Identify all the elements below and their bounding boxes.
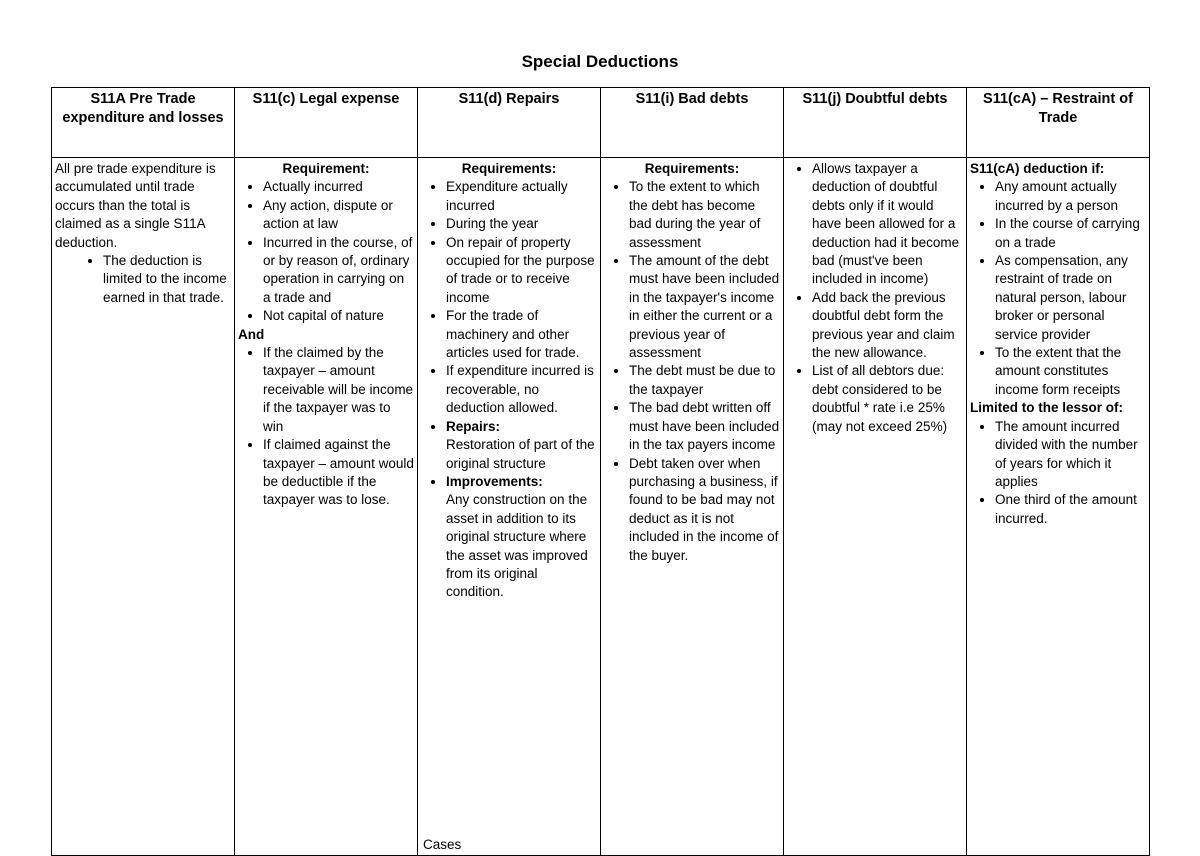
list-item: • The deduction is limited to the income earned in that trade. xyxy=(103,252,231,307)
header-s11j: S11(j) Doubtful debts xyxy=(784,88,967,158)
list-item-improvements xyxy=(446,473,597,602)
header-row xyxy=(52,88,1150,158)
list-item: • On repair of property occupied for the purpose of trade or to receive income xyxy=(446,234,597,308)
list-item: • For the trade of machinery and other articles used for trade. xyxy=(446,307,597,362)
list-item: • If the claimed by the taxpayer – amount receivable will be income if the taxpayer was to win xyxy=(263,344,414,436)
s11d-heading: Requirements: xyxy=(461,161,557,176)
list-item: • One third of the amount incurred. xyxy=(995,491,1146,528)
cell-s11ca xyxy=(967,158,1150,856)
s11a-text: All pre trade expenditure is accumulated until trade occurs than the total is claimed as a single S11A deduction. xyxy=(55,161,216,250)
cell-s11d xyxy=(418,158,601,856)
list-item: • The amount of the debt must have been included in the taxpayer's income in either the current or a previous year of assessment xyxy=(629,252,780,362)
header-s11i: S11(i) Bad debts xyxy=(601,88,784,158)
list-item: • Not capital of nature xyxy=(263,307,414,325)
header-s11ca: S11(cA) – Restraint of Trade xyxy=(967,88,1150,158)
list-item: • List of all debtors due: debt considered to be doubtful * rate i.e 25% (may not exceed 25%) xyxy=(812,362,963,436)
list-item: • Debt taken over when purchasing a business, if found to be bad may not deduct as it is not included in the income of the buyer. xyxy=(629,455,780,565)
s11i-list xyxy=(604,178,780,565)
header-s11a: S11A Pre Trade expenditure and losses xyxy=(52,88,235,158)
list-item-repairs xyxy=(446,418,597,473)
list-item: • To the extent that the amount constitutes income form receipts xyxy=(995,344,1146,399)
s11c-list-2 xyxy=(238,344,414,510)
s11j-list xyxy=(787,160,963,436)
content-row xyxy=(52,158,1150,856)
limited-label: Limited to the lessor of: xyxy=(970,400,1124,416)
list-item: • During the year xyxy=(446,215,597,233)
special-deductions-table xyxy=(51,87,1150,856)
s11a-list xyxy=(55,252,231,307)
s11i-heading: Requirements: xyxy=(644,161,740,176)
repairs-label: • Repairs: xyxy=(446,418,501,434)
header-s11c: S11(c) Legal expense xyxy=(235,88,418,158)
list-item: • The amount incurred divided with the number of years for which it applies xyxy=(995,418,1146,492)
improvements-label: • Improvements: xyxy=(446,473,543,489)
cell-s11j xyxy=(784,158,967,856)
repairs-text: Restoration of part of the original structure xyxy=(446,437,595,471)
list-item: • To the extent to which the debt has become bad during the year of assessment xyxy=(629,178,780,252)
improvements-text: Any construction on the asset in addition to its original structure where the asset was improved from its original condition. xyxy=(446,492,588,600)
list-item: • If claimed against the taxpayer – amount would be deductible if the taxpayer was to lose. xyxy=(263,436,414,510)
s11ca-list xyxy=(970,178,1146,399)
header-s11d: S11(d) Repairs xyxy=(418,88,601,158)
list-item: • Actually incurred xyxy=(263,178,414,196)
list-item: • Any action, dispute or action at law xyxy=(263,197,414,234)
cell-s11a xyxy=(52,158,235,856)
s11d-list xyxy=(421,178,597,601)
list-item: • Add back the previous doubtful debt form the previous year and claim the new allowance. xyxy=(812,289,963,363)
list-item: • Allows taxpayer a deduction of doubtful debts only if it would have been allowed for a deduction had it become bad (must've been included in income) xyxy=(812,160,963,289)
s11c-list xyxy=(238,178,414,325)
list-item: • The bad debt written off must have been included in the tax payers income xyxy=(629,399,780,454)
list-item: • As compensation, any restraint of trade on natural person, labour broker or personal service provider xyxy=(995,252,1146,344)
list-item: • Incurred in the course, of or by reason of, ordinary operation in carrying on a trade and xyxy=(263,234,414,308)
and-label: And xyxy=(238,326,265,342)
cell-s11c xyxy=(235,158,418,856)
cases-label: Cases xyxy=(423,836,462,852)
list-item: • The debt must be due to the taxpayer xyxy=(629,362,780,399)
s11ca-list-2 xyxy=(970,418,1146,528)
cell-s11i xyxy=(601,158,784,856)
list-item: • In the course of carrying on a trade xyxy=(995,215,1146,252)
page-title: Special Deductions xyxy=(521,52,679,71)
s11c-heading: Requirement: xyxy=(282,161,370,176)
list-item: • Expenditure actually incurred xyxy=(446,178,597,215)
s11ca-heading: S11(cA) deduction if: xyxy=(970,161,1105,176)
list-item: • Any amount actually incurred by a person xyxy=(995,178,1146,215)
list-item: • If expenditure incurred is recoverable, no deduction allowed. xyxy=(446,362,597,417)
